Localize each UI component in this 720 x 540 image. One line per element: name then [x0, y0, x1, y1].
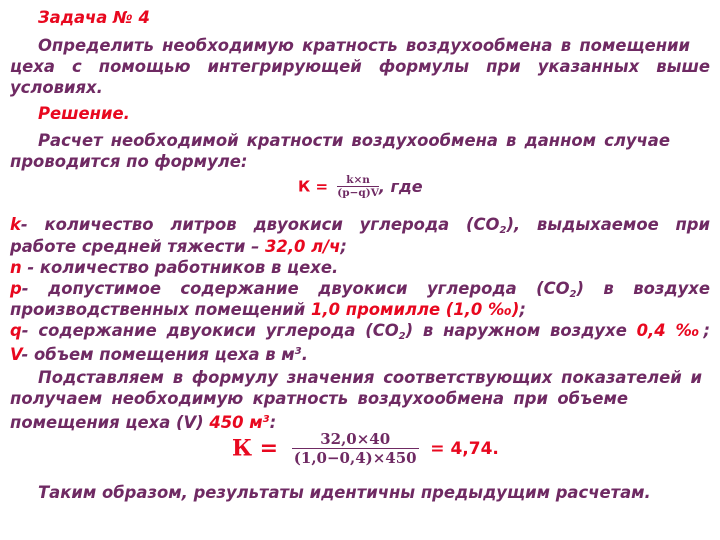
task-line-2: цеха с помощью интегрирующей формулы при указанных выше [10, 57, 710, 76]
def-p-line-2 [10, 300, 710, 320]
formula-main-numerator: 32,0×40 [292, 430, 419, 449]
subst-line-2: получаем необходимую кратность воздухообмена при объеме [10, 389, 628, 408]
def-v-text: - объем помещения цеха в м [21, 345, 295, 364]
def-q-text-end: ) в наружном воздухе [405, 321, 637, 340]
def-v-superscript: 3 [294, 346, 302, 357]
def-q-subscript: 2 [398, 331, 406, 342]
task-title: Задача № 4 [38, 8, 150, 27]
formula-main-result: = 4,74. [430, 438, 499, 459]
calc-line-1: Расчет необходимой кратности воздухообмена в данном случае [38, 131, 670, 150]
def-k-text-end: ), выдыхаемое при [506, 215, 711, 234]
formula-small-numerator: k×n [337, 174, 379, 187]
def-p-value: 1,0 промилле (1,0 ‰) [311, 300, 520, 319]
conclusion: Таким образом, результаты идентичны предыдущим расчетам. [38, 483, 651, 502]
def-k-line-2-text: работе средней тяжести – [10, 237, 266, 256]
def-q-symbol: q [10, 321, 22, 340]
def-k-subscript: 2 [499, 225, 507, 236]
formula-main [232, 430, 499, 467]
def-p-subscript: 2 [569, 289, 577, 300]
def-v-line [10, 342, 710, 365]
formula-main-fraction [292, 430, 419, 467]
solution-label: Решение. [38, 104, 130, 123]
subst-value: 450 м [209, 413, 263, 432]
task-line-1: Определить необходимую кратность воздухообмена в помещении [38, 36, 690, 55]
def-q-value: 0,4 ‰ [636, 321, 704, 340]
def-p-text-end: ) в воздухе [576, 279, 710, 298]
task-line-3: условиях. [10, 78, 103, 97]
def-v-symbol: V [10, 345, 22, 364]
def-n-text: - количество работников в цехе. [21, 258, 339, 277]
def-k-line-2 [10, 237, 710, 257]
formula-main-lhs: К = [232, 435, 279, 462]
def-v-end: . [301, 345, 308, 364]
subst-line-3-text: помещения цеха (V) [10, 413, 210, 432]
def-p-text: - допустимое содержание двуокиси углерода (СО [21, 279, 570, 298]
def-k-text: - количество литров двуокиси углерода (СО [20, 215, 500, 234]
def-p-line-2-text: производственных помещений [10, 300, 311, 319]
formula-small-suffix: , где [378, 177, 423, 196]
def-k-value: 32,0 л/ч [265, 237, 341, 256]
formula-small-fraction [337, 174, 379, 199]
subst-line-1: Подставляем в формулу значения соответствующих показателей и [38, 368, 702, 387]
def-q-end: ; [703, 321, 711, 340]
formula-small-denominator: (p−q)V [337, 187, 379, 199]
calc-line-2: проводится по формуле: [10, 152, 248, 171]
formula-small [298, 174, 423, 199]
def-k-end: ; [340, 237, 347, 256]
formula-small-lhs: К = [298, 177, 329, 196]
def-k-symbol: k [10, 215, 21, 234]
def-q-text: - содержание двуокиси углерода (СО [21, 321, 399, 340]
subst-superscript: 3 [262, 414, 270, 425]
def-n-line [10, 258, 710, 278]
def-p-end: ; [519, 300, 526, 319]
def-n-symbol: n [10, 258, 22, 277]
formula-main-denominator: (1,0−0,4)×450 [293, 449, 417, 467]
def-p-symbol: p [10, 279, 22, 298]
subst-end: : [269, 413, 277, 432]
